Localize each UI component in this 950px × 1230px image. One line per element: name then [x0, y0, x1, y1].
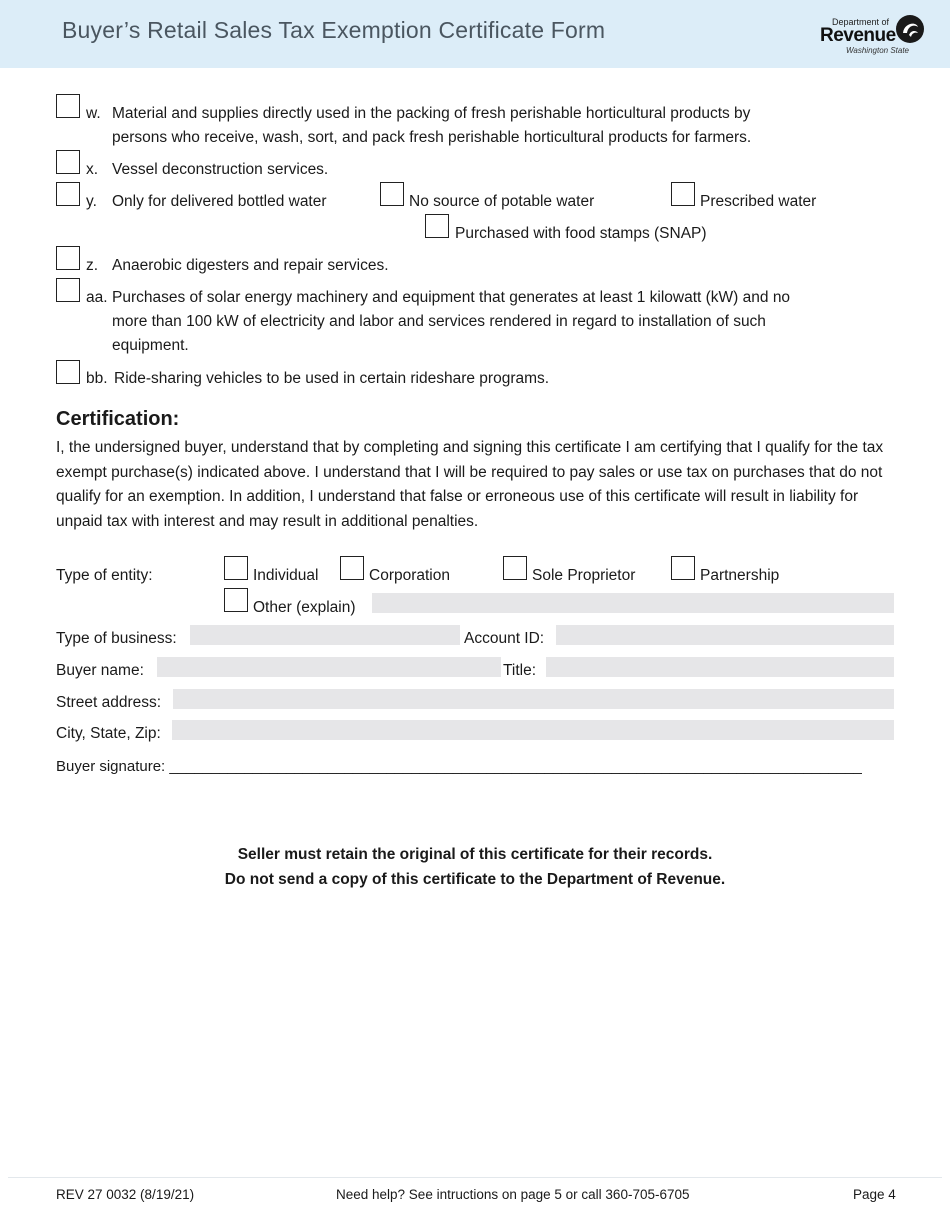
checkbox-prescribed-water[interactable]: [671, 182, 695, 206]
corporation-label: Corporation: [369, 567, 450, 584]
page-header: [0, 0, 950, 68]
title-input[interactable]: [546, 657, 894, 677]
certification-statement: I, the undersigned buyer, understand that by completing and signing this certificate I am certifying that I qualify for the tax exempt purchase(s) indicated above. I understand that I will be required to pay sales or use tax on purchases that do not qualify for an exemption. In addition, I understand that false or erroneous use of this certificate will result in liability for unpaid tax with interest and may result in additional penalties.: [56, 439, 884, 530]
checkbox-aa[interactable]: [56, 278, 80, 302]
help-text: Need help? See intructions on page 5 or call 360-705-6705: [336, 1187, 690, 1202]
checkbox-sole-proprietor[interactable]: [503, 556, 527, 580]
checkbox-other[interactable]: [224, 588, 248, 612]
page-number: Page 4: [853, 1187, 896, 1202]
item-w-text-line1: Material and supplies directly used in the packing of fresh perishable horticultural products by: [112, 105, 751, 122]
item-bb-text: Ride-sharing vehicles to be used in certain rideshare programs.: [114, 370, 550, 387]
item-bb-letter: bb.: [86, 370, 108, 387]
type-of-business-input[interactable]: [190, 625, 460, 645]
item-z-text: Anaerobic digesters and repair services.: [112, 257, 389, 274]
entity-type-label: Type of entity:: [56, 567, 153, 584]
checkbox-no-potable-water[interactable]: [380, 182, 404, 206]
account-id-label: Account ID:: [464, 630, 545, 647]
buyer-name-input[interactable]: [157, 657, 501, 677]
revenue-swoosh-icon: [894, 13, 926, 45]
city-state-zip-label: City, State, Zip:: [56, 725, 161, 742]
checkbox-x[interactable]: [56, 150, 80, 174]
account-id-input[interactable]: [556, 625, 894, 645]
form-id: REV 27 0032 (8/19/21): [56, 1187, 195, 1202]
item-aa-text-line2: more than 100 kW of electricity and labor and services rendered in regard to installation of such: [112, 313, 766, 330]
item-z-letter: z.: [86, 257, 99, 274]
item-x-letter: x.: [86, 161, 99, 178]
title-label: Title:: [503, 662, 537, 679]
item-w-text-line2: persons who receive, wash, sort, and pack fresh perishable horticultural products for farmers.: [112, 129, 752, 146]
do-not-send-notice: Do not send a copy of this certificate to the Department of Revenue.: [224, 871, 726, 888]
checkbox-snap[interactable]: [425, 214, 449, 238]
sole-proprietor-label: Sole Proprietor: [532, 567, 636, 584]
snap-label: Purchased with food stamps (SNAP): [455, 225, 707, 242]
item-aa-letter: aa.: [86, 289, 108, 306]
logo-state-text: Washington State: [846, 46, 910, 55]
checkbox-corporation[interactable]: [340, 556, 364, 580]
item-y-text: Only for delivered bottled water: [112, 193, 327, 210]
logo-dept-text: Department of: [832, 17, 890, 27]
item-aa-text-line1: Purchases of solar energy machinery and equipment that generates at least 1 kilowatt (kW) and no: [112, 289, 791, 306]
retain-notice: Seller must retain the original of this certificate for their records.: [237, 846, 713, 863]
buyer-signature-line[interactable]: Buyer signature: ___________________________________________________________________________________: [56, 758, 862, 775]
type-of-business-label: Type of business:: [56, 630, 177, 647]
footer-divider: [8, 1177, 942, 1178]
no-potable-water-label: No source of potable water: [409, 193, 595, 210]
checkbox-individual[interactable]: [224, 556, 248, 580]
item-w-letter: w.: [86, 105, 101, 122]
other-explain-input[interactable]: [372, 593, 894, 613]
street-address-label: Street address:: [56, 694, 162, 711]
prescribed-water-label: Prescribed water: [700, 193, 817, 210]
partnership-label: Partnership: [700, 567, 780, 584]
individual-label: Individual: [253, 567, 319, 584]
checkbox-w[interactable]: [56, 94, 80, 118]
dor-logo: [820, 13, 930, 61]
checkbox-partnership[interactable]: [671, 556, 695, 580]
street-address-input[interactable]: [173, 689, 894, 709]
checkbox-bb[interactable]: [56, 360, 80, 384]
form-title: Buyer’s Retail Sales Tax Exemption Certificate Form: [62, 17, 606, 43]
item-y-letter: y.: [86, 193, 97, 210]
other-label: Other (explain): [253, 599, 356, 616]
certification-heading: Certification:: [56, 408, 180, 430]
city-state-zip-input[interactable]: [172, 720, 894, 740]
item-x-text: Vessel deconstruction services.: [112, 161, 329, 178]
buyer-name-label: Buyer name:: [56, 662, 144, 679]
checkbox-z[interactable]: [56, 246, 80, 270]
item-aa-text-line3: equipment.: [112, 337, 189, 354]
logo-revenue-text: Revenue: [820, 25, 896, 46]
checkbox-y[interactable]: [56, 182, 80, 206]
